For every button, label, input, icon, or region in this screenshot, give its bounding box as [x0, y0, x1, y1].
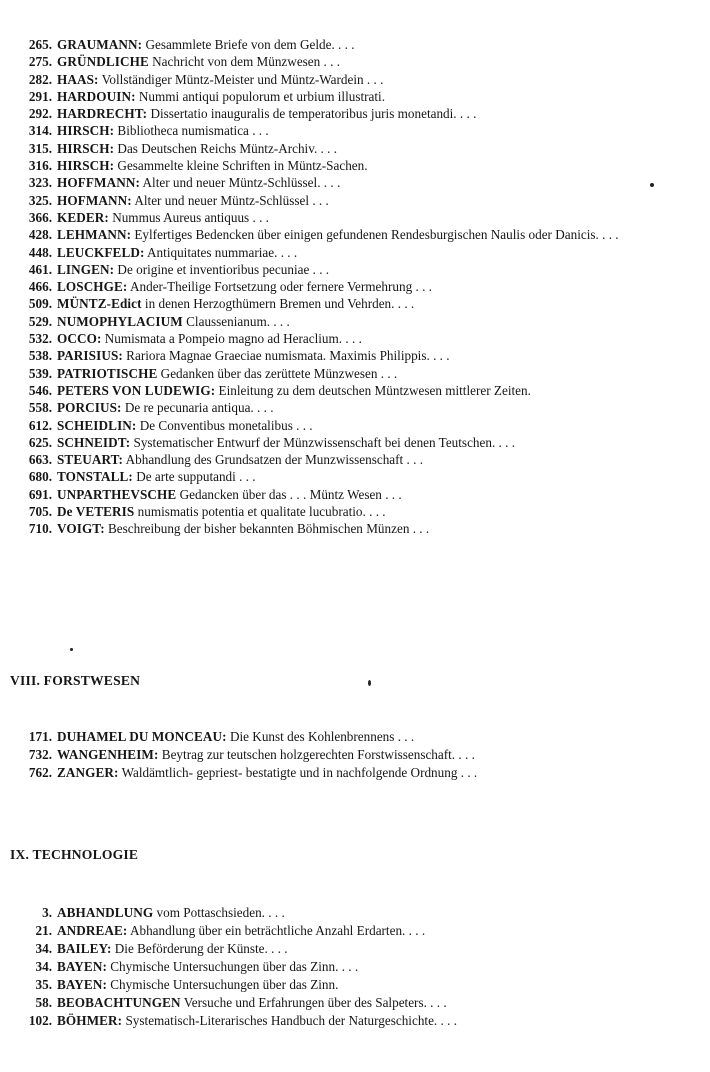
- entry-author: LEUCKFELD:: [57, 244, 145, 260]
- entry-author: PATRIOTISCHE: [57, 365, 158, 381]
- scan-speck: [650, 183, 654, 187]
- entry-number: 21.: [35, 923, 52, 938]
- list-item: [0, 226, 700, 243]
- entry-author: HOFMANN:: [57, 192, 132, 208]
- list-item: [0, 157, 700, 174]
- entry-number: 539.: [28, 365, 52, 381]
- list-item: [0, 940, 700, 958]
- list-item: [0, 976, 700, 994]
- list-item: [0, 71, 700, 88]
- list-item: [0, 486, 700, 503]
- entry-title: De re pecunaria antiqua. . . .: [121, 400, 274, 416]
- list-item: [0, 434, 700, 451]
- list-item: [0, 728, 700, 746]
- entry-author: HARDOUIN:: [57, 88, 136, 104]
- entry-author: HIRSCH:: [57, 123, 115, 139]
- entry-number: 102.: [28, 1013, 52, 1028]
- list-item: [0, 140, 700, 157]
- list-item: [0, 1012, 700, 1030]
- entry-author: BAYEN:: [57, 959, 107, 974]
- entry-number: 529.: [28, 313, 52, 329]
- entry-number: 732.: [28, 747, 52, 762]
- entry-author: SCHNEIDT:: [57, 434, 131, 450]
- entry-author: BÖHMER:: [57, 1013, 123, 1028]
- entry-number: 691.: [28, 486, 52, 502]
- entry-author: BAYEN:: [57, 977, 107, 992]
- entry-author: VOIGT:: [57, 521, 105, 537]
- entry-author: SCHEIDLIN:: [57, 417, 137, 433]
- entry-author: KEDER:: [57, 209, 109, 225]
- entry-number: 428.: [28, 227, 52, 243]
- entry-number: 509.: [28, 296, 52, 312]
- entry-author: LINGEN:: [57, 261, 115, 277]
- list-item: [0, 209, 700, 226]
- entry-number: 461.: [28, 261, 52, 277]
- list-item: [0, 105, 700, 122]
- entry-title: Systematisch-Literarisches Handbuch der Naturgeschichte. . . .: [122, 1013, 458, 1028]
- list-item: [0, 958, 700, 976]
- list-item: [0, 904, 700, 922]
- entry-title: Gesammlete Briefe von dem Gelde. . . .: [142, 37, 355, 52]
- entry-title: Numismata a Pompeio magno ad Heraclium. . . .: [101, 331, 362, 347]
- entry-author: BEOBACHTUNGEN: [57, 995, 181, 1010]
- entry-title: Claussenianum. . . .: [182, 313, 290, 329]
- list-item: [0, 468, 700, 485]
- entry-title: Gedancken über das . . . Müntz Wesen . . .: [176, 486, 402, 502]
- entry-author: OCCO:: [57, 331, 102, 347]
- entry-title: vom Pottaschsieden. . . .: [153, 905, 285, 920]
- entry-author: GRÜNDLICHE: [57, 54, 149, 70]
- list-item: [0, 399, 700, 416]
- entry-author: LOSCHGE:: [57, 279, 128, 295]
- list-item: [0, 922, 700, 940]
- entry-author: TONSTALL:: [57, 469, 133, 485]
- entry-title: Nummus Aureus antiquus . . .: [108, 209, 269, 225]
- section-forstwesen-list: [0, 728, 700, 782]
- entry-author: BAILEY:: [57, 941, 112, 956]
- entry-number: 546.: [28, 382, 52, 398]
- list-item: [0, 244, 700, 261]
- entry-title: De Conventibus monetalibus . . .: [136, 417, 313, 433]
- entry-number: 35.: [35, 977, 52, 992]
- list-item: [0, 261, 700, 278]
- entry-title: Nachricht von dem Münzwesen . . .: [148, 54, 341, 70]
- entry-number: 366.: [28, 209, 52, 225]
- list-item: [0, 764, 700, 782]
- entry-number: 448.: [28, 244, 52, 260]
- entry-number: 34.: [35, 941, 52, 956]
- entry-title: Gesammelte kleine Schriften in Müntz-Sachen.: [114, 158, 368, 174]
- entry-title: Einleitung zu dem deutschen Müntzwesen mittlerer Zeiten.: [215, 382, 531, 398]
- list-item: [0, 330, 700, 347]
- list-item: [0, 88, 700, 105]
- entry-title: Dissertatio inauguralis de temperatoribus juris monetandi. . . .: [147, 106, 477, 122]
- section-numismatics-list: [0, 36, 700, 538]
- entry-title: Abhandlung des Grundsatzen der Munzwissenschaft . . .: [123, 452, 423, 468]
- entry-number: 323.: [28, 175, 52, 191]
- entry-author: ZANGER:: [57, 765, 119, 780]
- entry-title: Gedanken über das zerüttete Münzwesen . . .: [157, 365, 398, 381]
- entry-author: GRAUMANN:: [57, 37, 143, 52]
- entry-author: ABHANDLUNG: [57, 905, 154, 920]
- entry-title: numismatis potentia et qualitate lucubratio. . . .: [134, 504, 386, 520]
- entry-title: Vollständiger Müntz-Meister und Müntz-Wardein . . .: [98, 71, 384, 87]
- list-item: [0, 295, 700, 312]
- entry-author: De VETERIS: [57, 504, 135, 520]
- list-item: [0, 53, 700, 70]
- list-item: [0, 174, 700, 191]
- entry-number: 265.: [28, 37, 52, 52]
- entry-author: WANGENHEIM:: [57, 747, 159, 762]
- entry-number: 282.: [28, 71, 52, 87]
- entry-title: Nummi antiqui populorum et urbium illustrati.: [135, 88, 386, 104]
- entry-title: Die Beförderung der Künste. . . .: [111, 941, 288, 956]
- entry-title: Beschreibung der bisher bekannten Böhmischen Münzen . . .: [104, 521, 430, 537]
- entry-number: 275.: [28, 54, 52, 70]
- entry-number: 316.: [28, 158, 52, 174]
- entry-title: Alter und neuer Müntz-Schlüssel . . .: [131, 192, 329, 208]
- list-item: [0, 122, 700, 139]
- list-item: [0, 451, 700, 468]
- entry-title: Abhandlung über ein beträchtliche Anzahl Erdarten. . . .: [127, 923, 426, 938]
- list-item: [0, 746, 700, 764]
- entry-number: 762.: [28, 765, 52, 780]
- entry-title: De arte supputandi . . .: [132, 469, 256, 485]
- entry-author: LEHMANN:: [57, 227, 132, 243]
- entry-title: Die Kunst des Kohlenbrennens . . .: [226, 729, 415, 744]
- entry-title: in denen Herzogthümern Bremen und Vehrden. . . .: [141, 296, 415, 312]
- entry-title: Antiquitates nummariae. . . .: [144, 244, 298, 260]
- entry-number: 705.: [28, 504, 52, 520]
- entry-title: Systematischer Entwurf der Münzwissenschaft bei denen Teutschen. . . .: [130, 434, 516, 450]
- entry-number: 466.: [28, 279, 52, 295]
- entry-number: 291.: [28, 88, 52, 104]
- entry-author: MÜNTZ-Edict: [57, 296, 142, 312]
- entry-number: 3.: [42, 905, 52, 920]
- entry-author: DUHAMEL DU MONCEAU:: [57, 729, 227, 744]
- entry-author: PARISIUS:: [57, 348, 123, 364]
- entry-number: 710.: [28, 521, 52, 537]
- section-heading-forstwesen: VIII. FORSTWESEN: [10, 673, 141, 688]
- entry-author: PORCIUS:: [57, 400, 122, 416]
- entry-author: HOFFMANN:: [57, 175, 140, 191]
- entry-title: Das Deutschen Reichs Müntz-Archiv. . . .: [114, 140, 338, 156]
- entry-title: De origine et inventioribus pecuniae . . .: [114, 261, 330, 277]
- entry-number: 171.: [28, 729, 52, 744]
- entry-number: 558.: [28, 400, 52, 416]
- entry-number: 315.: [28, 140, 52, 156]
- entry-title: Versuche und Erfahrungen über des Salpeters. . . .: [180, 995, 447, 1010]
- list-item: [0, 503, 700, 520]
- entry-title: Bibliotheca numismatica . . .: [114, 123, 269, 139]
- list-item: [0, 192, 700, 209]
- entry-number: 680.: [28, 469, 52, 485]
- entry-number: 538.: [28, 348, 52, 364]
- scan-speck: [368, 680, 371, 686]
- entry-number: 612.: [28, 417, 52, 433]
- entry-number: 532.: [28, 331, 52, 347]
- entry-author: HIRSCH:: [57, 158, 115, 174]
- entry-author: NUMOPHYLACIUM: [57, 313, 183, 329]
- list-item: [0, 347, 700, 364]
- entry-author: ANDREAE:: [57, 923, 128, 938]
- entry-author: PETERS VON LUDEWIG:: [57, 382, 216, 398]
- entry-title: Chymische Untersuchungen über das Zinn.: [106, 977, 339, 992]
- entry-number: 625.: [28, 434, 52, 450]
- entry-author: STEUART:: [57, 452, 124, 468]
- list-item: [0, 313, 700, 330]
- entry-title: Eylfertiges Bedencken über einigen gefundenen Rendesburgischen Naulis oder Danicis. . . .: [131, 227, 619, 243]
- entry-title: Chymische Untersuchungen über das Zinn. . . .: [106, 959, 359, 974]
- entry-author: HARDRECHT:: [57, 106, 148, 122]
- entry-number: 292.: [28, 106, 52, 122]
- entry-title: Waldämtlich- gepriest- bestatigte und in nachfolgende Ordnung . . .: [118, 765, 478, 780]
- entry-title: Ander-Theilige Fortsetzung oder fernere Vermehrung . . .: [127, 279, 432, 295]
- entry-number: 314.: [28, 123, 52, 139]
- entry-title: Rariora Magnae Graeciae numismata. Maximis Philippis. . . .: [122, 348, 450, 364]
- list-item: [0, 417, 700, 434]
- entry-number: 325.: [28, 192, 52, 208]
- section-heading-technologie: IX. TECHNOLOGIE: [10, 847, 139, 862]
- list-item: [0, 365, 700, 382]
- entry-number: 58.: [35, 995, 52, 1010]
- entry-title: Beytrag zur teutschen holzgerechten Forstwissenschaft. . . .: [158, 747, 475, 762]
- entry-author: HAAS:: [57, 71, 99, 87]
- entry-author: HIRSCH:: [57, 140, 115, 156]
- entry-number: 663.: [28, 452, 52, 468]
- list-item: [0, 36, 700, 53]
- entry-author: UNPARTHEVSCHE: [57, 486, 177, 502]
- list-item: [0, 994, 700, 1012]
- entry-number: 34.: [35, 959, 52, 974]
- scan-speck: [70, 648, 73, 651]
- list-item: [0, 278, 700, 295]
- entry-title: Alter und neuer Müntz-Schlüssel. . . .: [139, 175, 341, 191]
- list-item: [0, 520, 700, 537]
- list-item: [0, 382, 700, 399]
- section-technologie-list: [0, 904, 700, 1030]
